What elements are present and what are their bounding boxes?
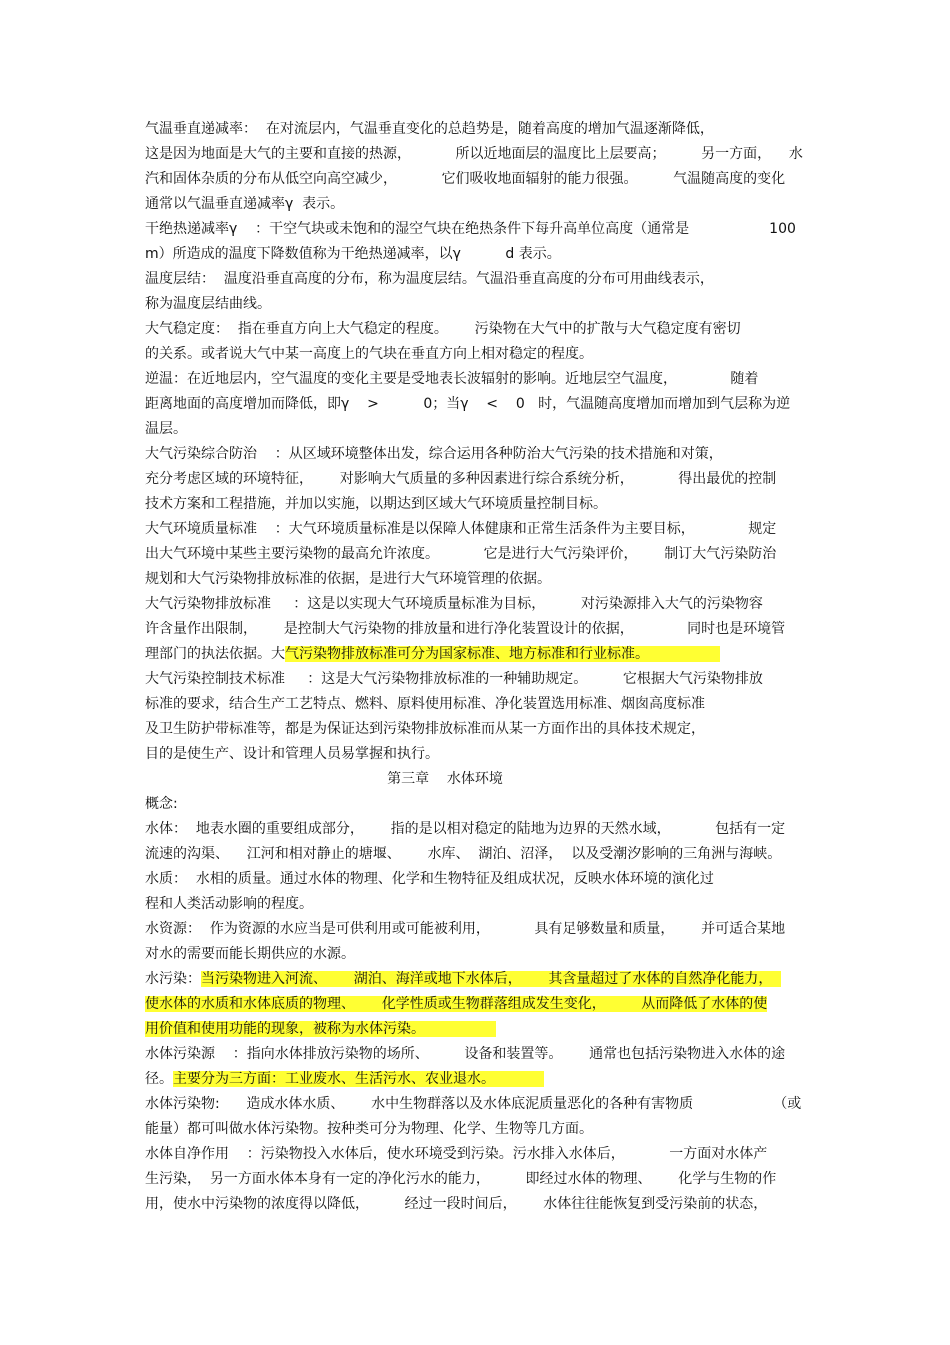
line-text: 距离地面的高度增加而降低，即γ > 0；当γ < 0 时，气温随高度增加而增加到气层称为逆	[145, 396, 791, 412]
line-text: 第三章 水体环境	[387, 771, 503, 787]
line-text: 气温垂直递减率： 在对流层内，气温垂直变化的总趋势是，随着高度的增加气温逐渐降低，	[145, 121, 714, 137]
text-line	[145, 242, 810, 267]
line-text: 目的是使生产、设计和管理人员易掌握和执行。	[145, 746, 439, 762]
text-line	[145, 1067, 810, 1092]
line-text: 称为温度层结曲线。	[145, 296, 271, 312]
line-text: 温度层结： 温度沿垂直高度的分布，称为温度层结。气温沿垂直高度的分布可用曲线表示，	[145, 271, 714, 287]
line-text: 水体： 地表水圈的重要组成部分， 指的是以相对稳定的陆地为边界的天然水域， 包括有一定	[145, 821, 786, 837]
line-text: 用，使水中污染物的浓度得以降低， 经过一段时间后， 水体往往能恢复到受污染前的状态，	[145, 1196, 768, 1212]
line-text: 大气污染综合防治 ：从区域环境整体出发，综合运用各种防治大气污染的技术措施和对策，	[145, 446, 723, 462]
highlighted-text: 使水体的水质和水体底质的物理、 化学性质或生物群落组成发生变化， 从而降低了水体的使	[145, 996, 768, 1012]
line-text: 水污染：	[145, 971, 201, 987]
line-text: 水体污染源 ：指向水体排放污染物的场所、 设备和装置等。 通常也包括污染物进入水体的途	[145, 1046, 786, 1062]
line-text: 及卫生防护带标准等，都是为保证达到污染物排放标准而从某一方面作出的具体技术规定，	[145, 721, 705, 737]
line-text: 生污染， 另一方面水体本身有一定的净化污水的能力， 即经过水体的物理、 化学与生物的作	[145, 1171, 777, 1187]
line-text: 大气环境质量标准 ：大气环境质量标准是以保障人体健康和正常生活条件为主要目标， 规定	[145, 521, 777, 537]
highlighted-text: 气污染物排放标准可分为国家标准、地方标准和行业标准。	[285, 646, 721, 662]
text-line	[145, 867, 810, 892]
highlighted-text: 当污染物进入河流、 湖泊、海洋或地下水体后， 其含量超过了水体的自然净化能力，	[201, 971, 782, 987]
text-line	[145, 692, 810, 717]
line-text: 水质： 水相的质量。通过水体的物理、化学和生物特征及组成状况，反映水体环境的演化过	[145, 871, 714, 887]
text-line	[145, 317, 810, 342]
text-line	[145, 467, 810, 492]
text-line	[145, 367, 810, 392]
text-line	[145, 967, 810, 992]
line-text: 规划和大气污染物排放标准的依据，是进行大气环境管理的依据。	[145, 571, 551, 587]
text-line	[145, 392, 810, 417]
text-line	[145, 192, 810, 217]
line-text: 流速的沟渠、 江河和相对静止的塘堰、 水库、 湖泊、沼泽， 以及受潮汐影响的三角洲与海峡。	[145, 846, 782, 862]
highlighted-text: 主要分为三方面：工业废水、生活污水、农业退水。	[173, 1071, 544, 1087]
line-text: 这是因为地面是大气的主要和直接的热源， 所以近地面层的温度比上层要高； 另一方面， 水	[145, 146, 803, 162]
text-line	[145, 342, 810, 367]
text-line	[145, 617, 810, 642]
text-line	[145, 417, 810, 442]
text-line	[145, 892, 810, 917]
text-line	[145, 1142, 810, 1167]
text-line	[145, 142, 810, 167]
text-line	[145, 267, 810, 292]
line-text: 径。	[145, 1071, 173, 1087]
text-line	[145, 992, 810, 1017]
text-line	[145, 742, 810, 767]
line-text: 大气污染控制技术标准 ：这是大气污染物排放标准的一种辅助规定。 它根据大气污染物排放	[145, 671, 763, 687]
text-line	[145, 917, 810, 942]
line-text: 逆温：在近地层内，空气温度的变化主要是受地表长波辐射的影响。近地层空气温度， 随着	[145, 371, 759, 387]
highlighted-text: 用价值和使用功能的现象，被称为水体污染。	[145, 1021, 497, 1037]
line-text: 水体污染物: 造成水体水质、 水中生物群落以及水体底泥质量恶化的各种有害物质 （或	[145, 1096, 802, 1112]
text-line	[145, 1092, 810, 1117]
line-text: 能量）都可叫做水体污染物。按种类可分为物理、化学、生物等几方面。	[145, 1121, 593, 1137]
line-text: 许含量作出限制， 是控制大气污染物的排放量和进行净化装置设计的依据， 同时也是环境管	[145, 621, 786, 637]
line-text: 水资源： 作为资源的水应当是可供利用或可能被利用， 具有足够数量和质量， 并可适合某地	[145, 921, 786, 937]
text-line	[145, 517, 810, 542]
line-text: 水体自净作用 ：污染物投入水体后，使水环境受到污染。污水排入水体后， 一方面对水体产	[145, 1146, 768, 1162]
line-text: 通常以气温垂直递减率γ 表示。	[145, 196, 345, 212]
text-line	[145, 842, 810, 867]
text-line	[145, 1042, 810, 1067]
line-text: 程和人类活动影响的程度。	[145, 896, 313, 912]
text-line	[145, 1167, 810, 1192]
text-line	[145, 492, 810, 517]
text-line	[145, 717, 810, 742]
text-line	[145, 442, 810, 467]
line-text: 出大气环境中某些主要污染物的最高允许浓度。 它是进行大气污染评价， 制订大气污染防治	[145, 546, 777, 562]
text-line	[145, 217, 810, 242]
line-text: 标准的要求，结合生产工艺特点、燃料、原料使用标准、净化装置选用标准、烟囱高度标准	[145, 696, 705, 712]
line-text: 技术方案和工程措施，并加以实施，以期达到区域大气环境质量控制目标。	[145, 496, 607, 512]
text-line	[145, 642, 810, 667]
line-text: 汽和固体杂质的分布从低空向高空减少， 它们吸收地面辐射的能力很强。 气温随高度的变化	[145, 171, 786, 187]
line-text: 对水的需要而能长期供应的水源。	[145, 946, 355, 962]
text-line	[145, 292, 810, 317]
text-line	[145, 942, 810, 967]
line-text: 理部门的执法依据。大	[145, 646, 285, 662]
line-text: m）所造成的温度下降数值称为干绝热递减率，以γ d 表示。	[145, 246, 561, 262]
line-text: 大气污染物排放标准 ：这是以实现大气环境质量标准为目标， 对污染源排入大气的污染物容	[145, 596, 763, 612]
text-line	[145, 592, 810, 617]
line-text: 干绝热递减率γ ：干空气块或未饱和的湿空气块在绝热条件下每升高单位高度（通常是 100	[145, 221, 796, 237]
text-line	[145, 817, 810, 842]
text-line	[145, 167, 810, 192]
text-line	[145, 1192, 810, 1217]
text-line	[145, 117, 810, 142]
text-line	[145, 1017, 810, 1042]
line-text: 概念:	[145, 796, 178, 812]
text-line	[145, 792, 810, 817]
line-text: 充分考虑区域的环境特征， 对影响大气质量的多种因素进行综合系统分析， 得出最优的控制	[145, 471, 777, 487]
text-line	[145, 542, 810, 567]
text-line	[145, 567, 810, 592]
chapter-heading	[145, 767, 810, 792]
text-line	[145, 667, 810, 692]
document-page	[145, 117, 810, 1217]
line-text: 温层。	[145, 421, 187, 437]
line-text: 的关系。或者说大气中某一高度上的气块在垂直方向上相对稳定的程度。	[145, 346, 593, 362]
line-text: 大气稳定度： 指在垂直方向上大气稳定的程度。 污染物在大气中的扩散与大气稳定度有密切	[145, 321, 741, 337]
text-line	[145, 1117, 810, 1142]
